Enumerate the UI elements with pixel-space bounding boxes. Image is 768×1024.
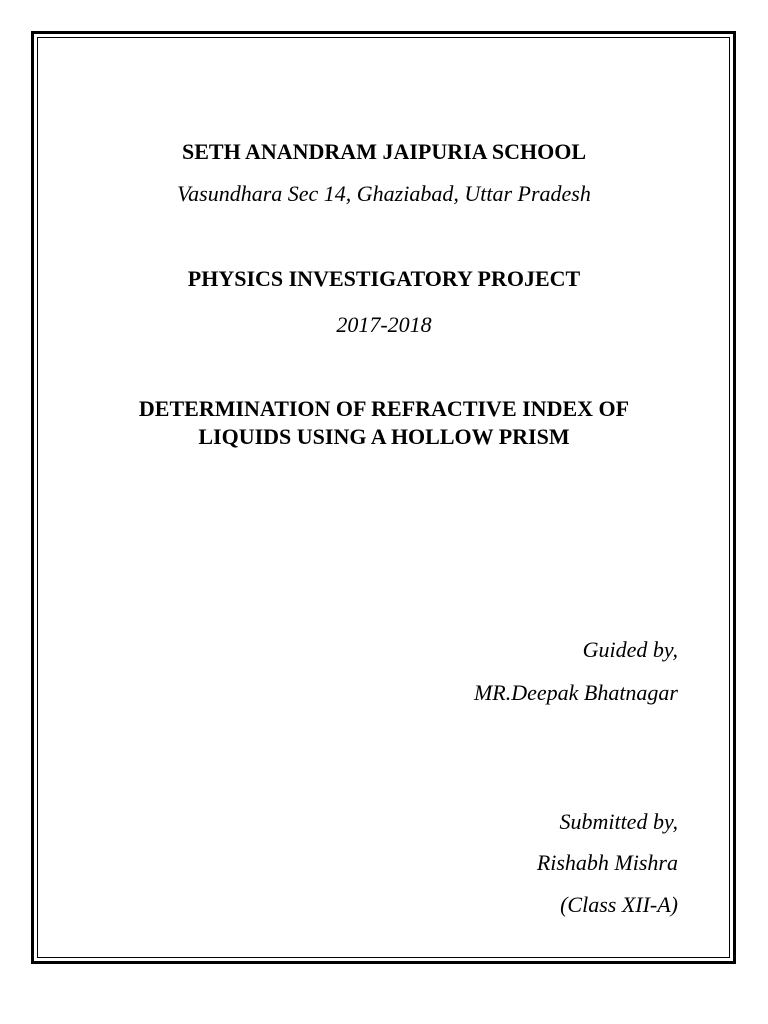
school-name: SETH ANANDRAM JAIPURIA SCHOOL xyxy=(182,139,586,164)
submitter-name: Rishabh Mishra xyxy=(536,850,678,875)
project-type: PHYSICS INVESTIGATORY PROJECT xyxy=(187,266,581,291)
submitter-label: Submitted by, xyxy=(559,809,678,834)
project-title-line-2: LIQUIDS USING A HOLLOW PRISM xyxy=(198,424,570,449)
guide-name: MR.Deepak Bhatnagar xyxy=(473,680,678,705)
school-address: Vasundhara Sec 14, Ghaziabad, Uttar Pradesh xyxy=(177,181,591,206)
project-session: 2017-2018 xyxy=(336,312,432,337)
guide-label: Guided by, xyxy=(582,637,678,662)
submitter-class: (Class XII-A) xyxy=(560,892,678,917)
project-title-line-1: DETERMINATION OF REFRACTIVE INDEX OF xyxy=(138,396,630,421)
